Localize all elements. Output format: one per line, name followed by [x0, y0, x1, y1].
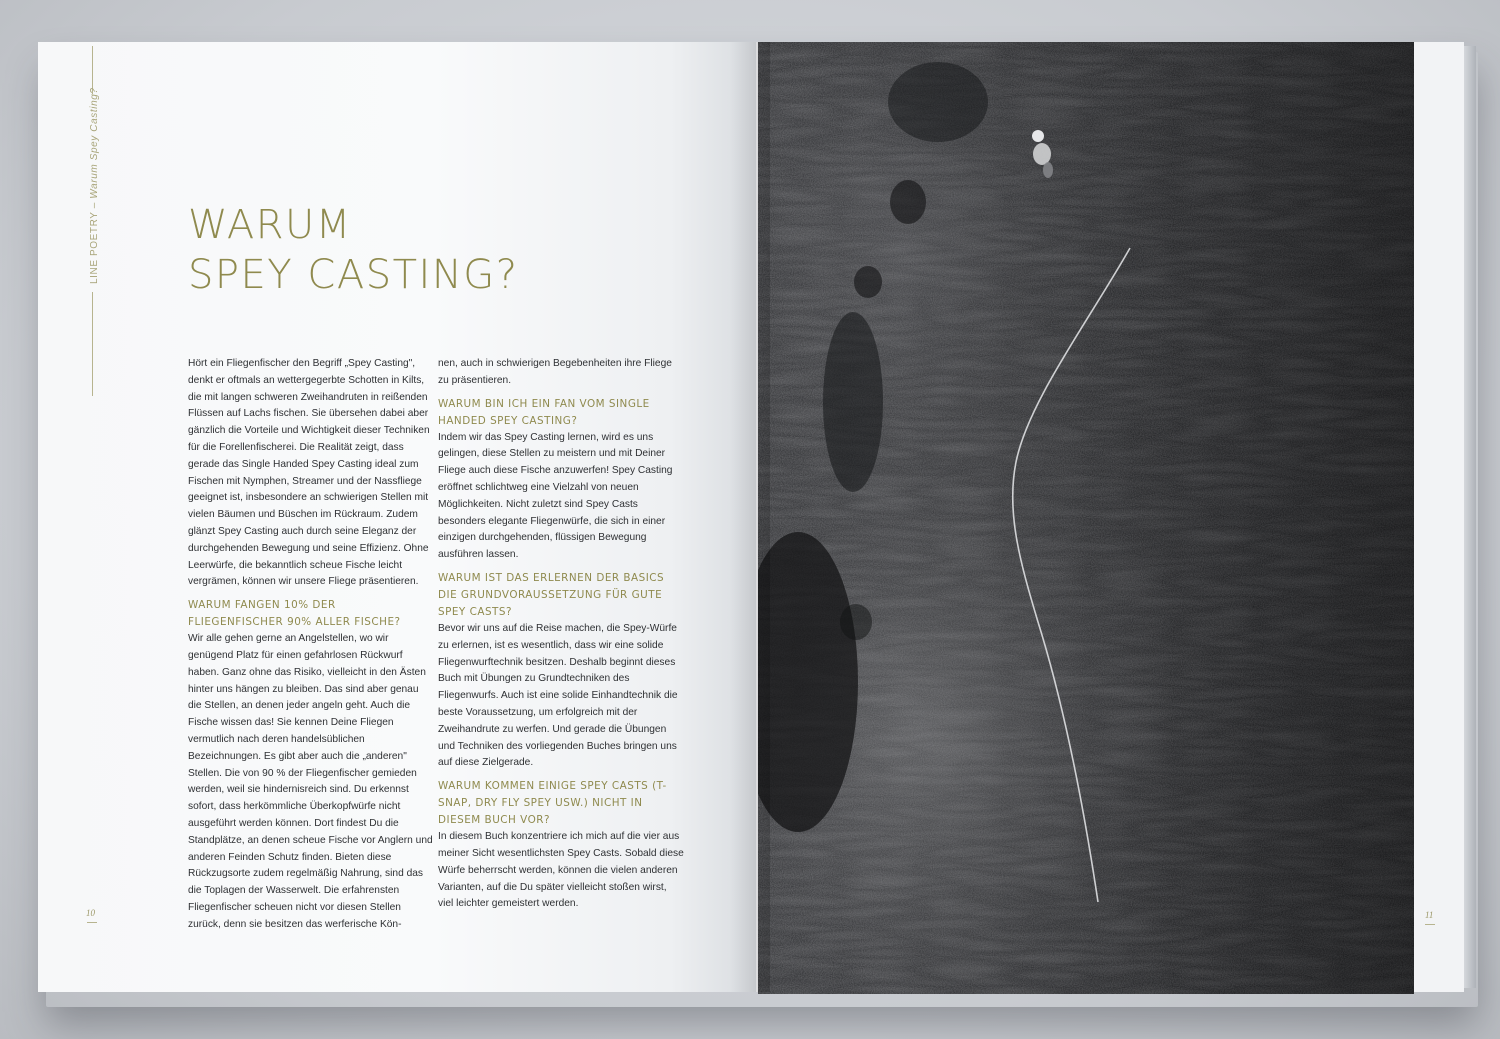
page-number-right-rule	[1425, 924, 1435, 925]
aerial-river-photo	[758, 42, 1414, 994]
section-body-10-percent: Wir alle gehen gerne an Angelstellen, wo wir genügend Platz für einen gefahrlosen Rückwurf haben. Ganz ohne das Risiko, vielleicht in den Ästen hinter uns hängen zu bleiben. Das sind aber genau die Stellen, an denen jeder angeln geht. Auch die Fische wissen das! Sie kennen Deine Fliegen vermutlich nach deren handelsüblichen Bezeichnungen. Es gibt aber auch die „anderen" Stellen. Die von 90 % der Fliegenfischer gemieden werden, weil sie hindernisreich sind. Du erkennst sofort, dass herkömmliche Überkopfwürfe nicht ausgeführt werden können. Dort findest Du die Standplätze, an denen scheue Fische vor Anglern und anderen Feinden Schutz finden. Bieten diese Rückzugsorte zudem regelmäßig Nahrung, sind das die Toplagen der Wasserwelt. Die erfahrensten Fliegenfischer scheuen nicht vor diesen Stellen zurück, denn sie besitzen das werferische Kön-	[188, 633, 433, 930]
chapter-title-line-2: SPEY CASTING?	[188, 252, 519, 298]
text-column-left	[188, 356, 434, 934]
photo-illustration	[758, 42, 1414, 994]
running-head-series: LINE POETRY	[89, 211, 100, 284]
running-head	[89, 87, 100, 284]
running-head-chapter: Warum Spey Casting?	[89, 87, 100, 199]
section-heading-basics: WARUM IST DAS ERLERNEN DER BASICS DIE GRUNDVORAUSSETZUNG FÜR GUTE SPEY CASTS?	[438, 571, 665, 618]
continuation-paragraph: nen, auch in schwierigen Begebenheiten ihre Fliege zu präsentieren.	[438, 358, 672, 386]
section-heading-10-percent: WARUM FANGEN 10% DER FLIEGENFISCHER 90% ALLER FISCHE?	[188, 599, 401, 629]
section-heading-single-handed: WARUM BIN ICH EIN FAN VOM SINGLE HANDED SPEY CASTING?	[438, 397, 650, 427]
section-heading-missing-casts: WARUM KOMMEN EINIGE SPEY CASTS (T-SNAP, DRY FLY SPEY USW.) NICHT IN DIESEM BUCH VOR?	[438, 780, 667, 827]
page-edge	[1464, 46, 1476, 988]
section-body-missing-casts: In diesem Buch konzentriere ich mich auf die vier aus meiner Sicht wesentlichsten Spey Casts. Sobald diese Würfe beherrscht werden, können die vielen anderen Varianten, auf die Du später vielleicht stoßen wirst, viel leichter gemeistert werden.	[438, 831, 684, 910]
page-number-right: 11	[1425, 910, 1434, 920]
running-head-separator: –	[89, 198, 100, 212]
section-body-single-handed: Indem wir das Spey Casting lernen, wird es uns gelingen, diese Stellen zu meistern und mit Deiner Fliege auch diese Fische anzuwerfen! Spey Casting eröffnet schlichtweg eine Vielzahl von neuen Möglichkeiten. Nicht zuletzt sind Spey Casts besonders elegante Fliegenwürfe, die sich in einer einzigen durchgehenden, flüssigen Bewegung ausführen lassen.	[438, 431, 673, 561]
text-column-right	[438, 356, 684, 913]
section-body-basics: Bevor wir uns auf die Reise machen, die Spey-Würfe zu erlernen, ist es wesentlich, dass wir eine solide Fliegenwurftechnik besitzen. Deshalb beginnt dieses Buch mit Übungen zu Grundtechniken des Fliegenwurfs. Auch ist eine solide Einhandtechnik die beste Voraussetzung, um erfolgreich mit der Zweihandrute zu werfen. Und gerade die Übungen und Techniken des vorliegenden Buches bringen uns auf diese Zielgerade.	[438, 622, 678, 769]
page-number-left-rule	[87, 922, 97, 923]
running-head-rule-bottom	[92, 292, 93, 396]
chapter-title-line-1: WARUM	[188, 202, 352, 248]
intro-paragraph: Hört ein Fliegenfischer den Begriff „Spey Casting", denkt er oftmals an wettergegerbte Schotten in Kilts, die mit langen schweren Zweihandruten in reißenden Flüssen auf Lachs fischen. Sie übersehen dabei aber gänzlich die Vorteile und Wichtigkeit dieser Techniken für die Forellenfischerei. Die Realität zeigt, dass gerade das Single Handed Spey Casting ideal zum Fischen mit Nymphen, Streamer und der Nassfliege geeignet ist, insbesondere an schwierigen Stellen mit vielen Bäumen und Büschen im Rückraum. Zudem glänzt Spey Casting auch durch seine Eleganz der durchgehenden Bewegung und seine Effizienz. Ohne Leerwürfe, die bekanntlich scheue Fische leicht vergrämen, können wir unsere Fliege präsentieren.	[188, 358, 430, 588]
page-number-left: 10	[86, 908, 95, 918]
chapter-title	[188, 200, 519, 300]
